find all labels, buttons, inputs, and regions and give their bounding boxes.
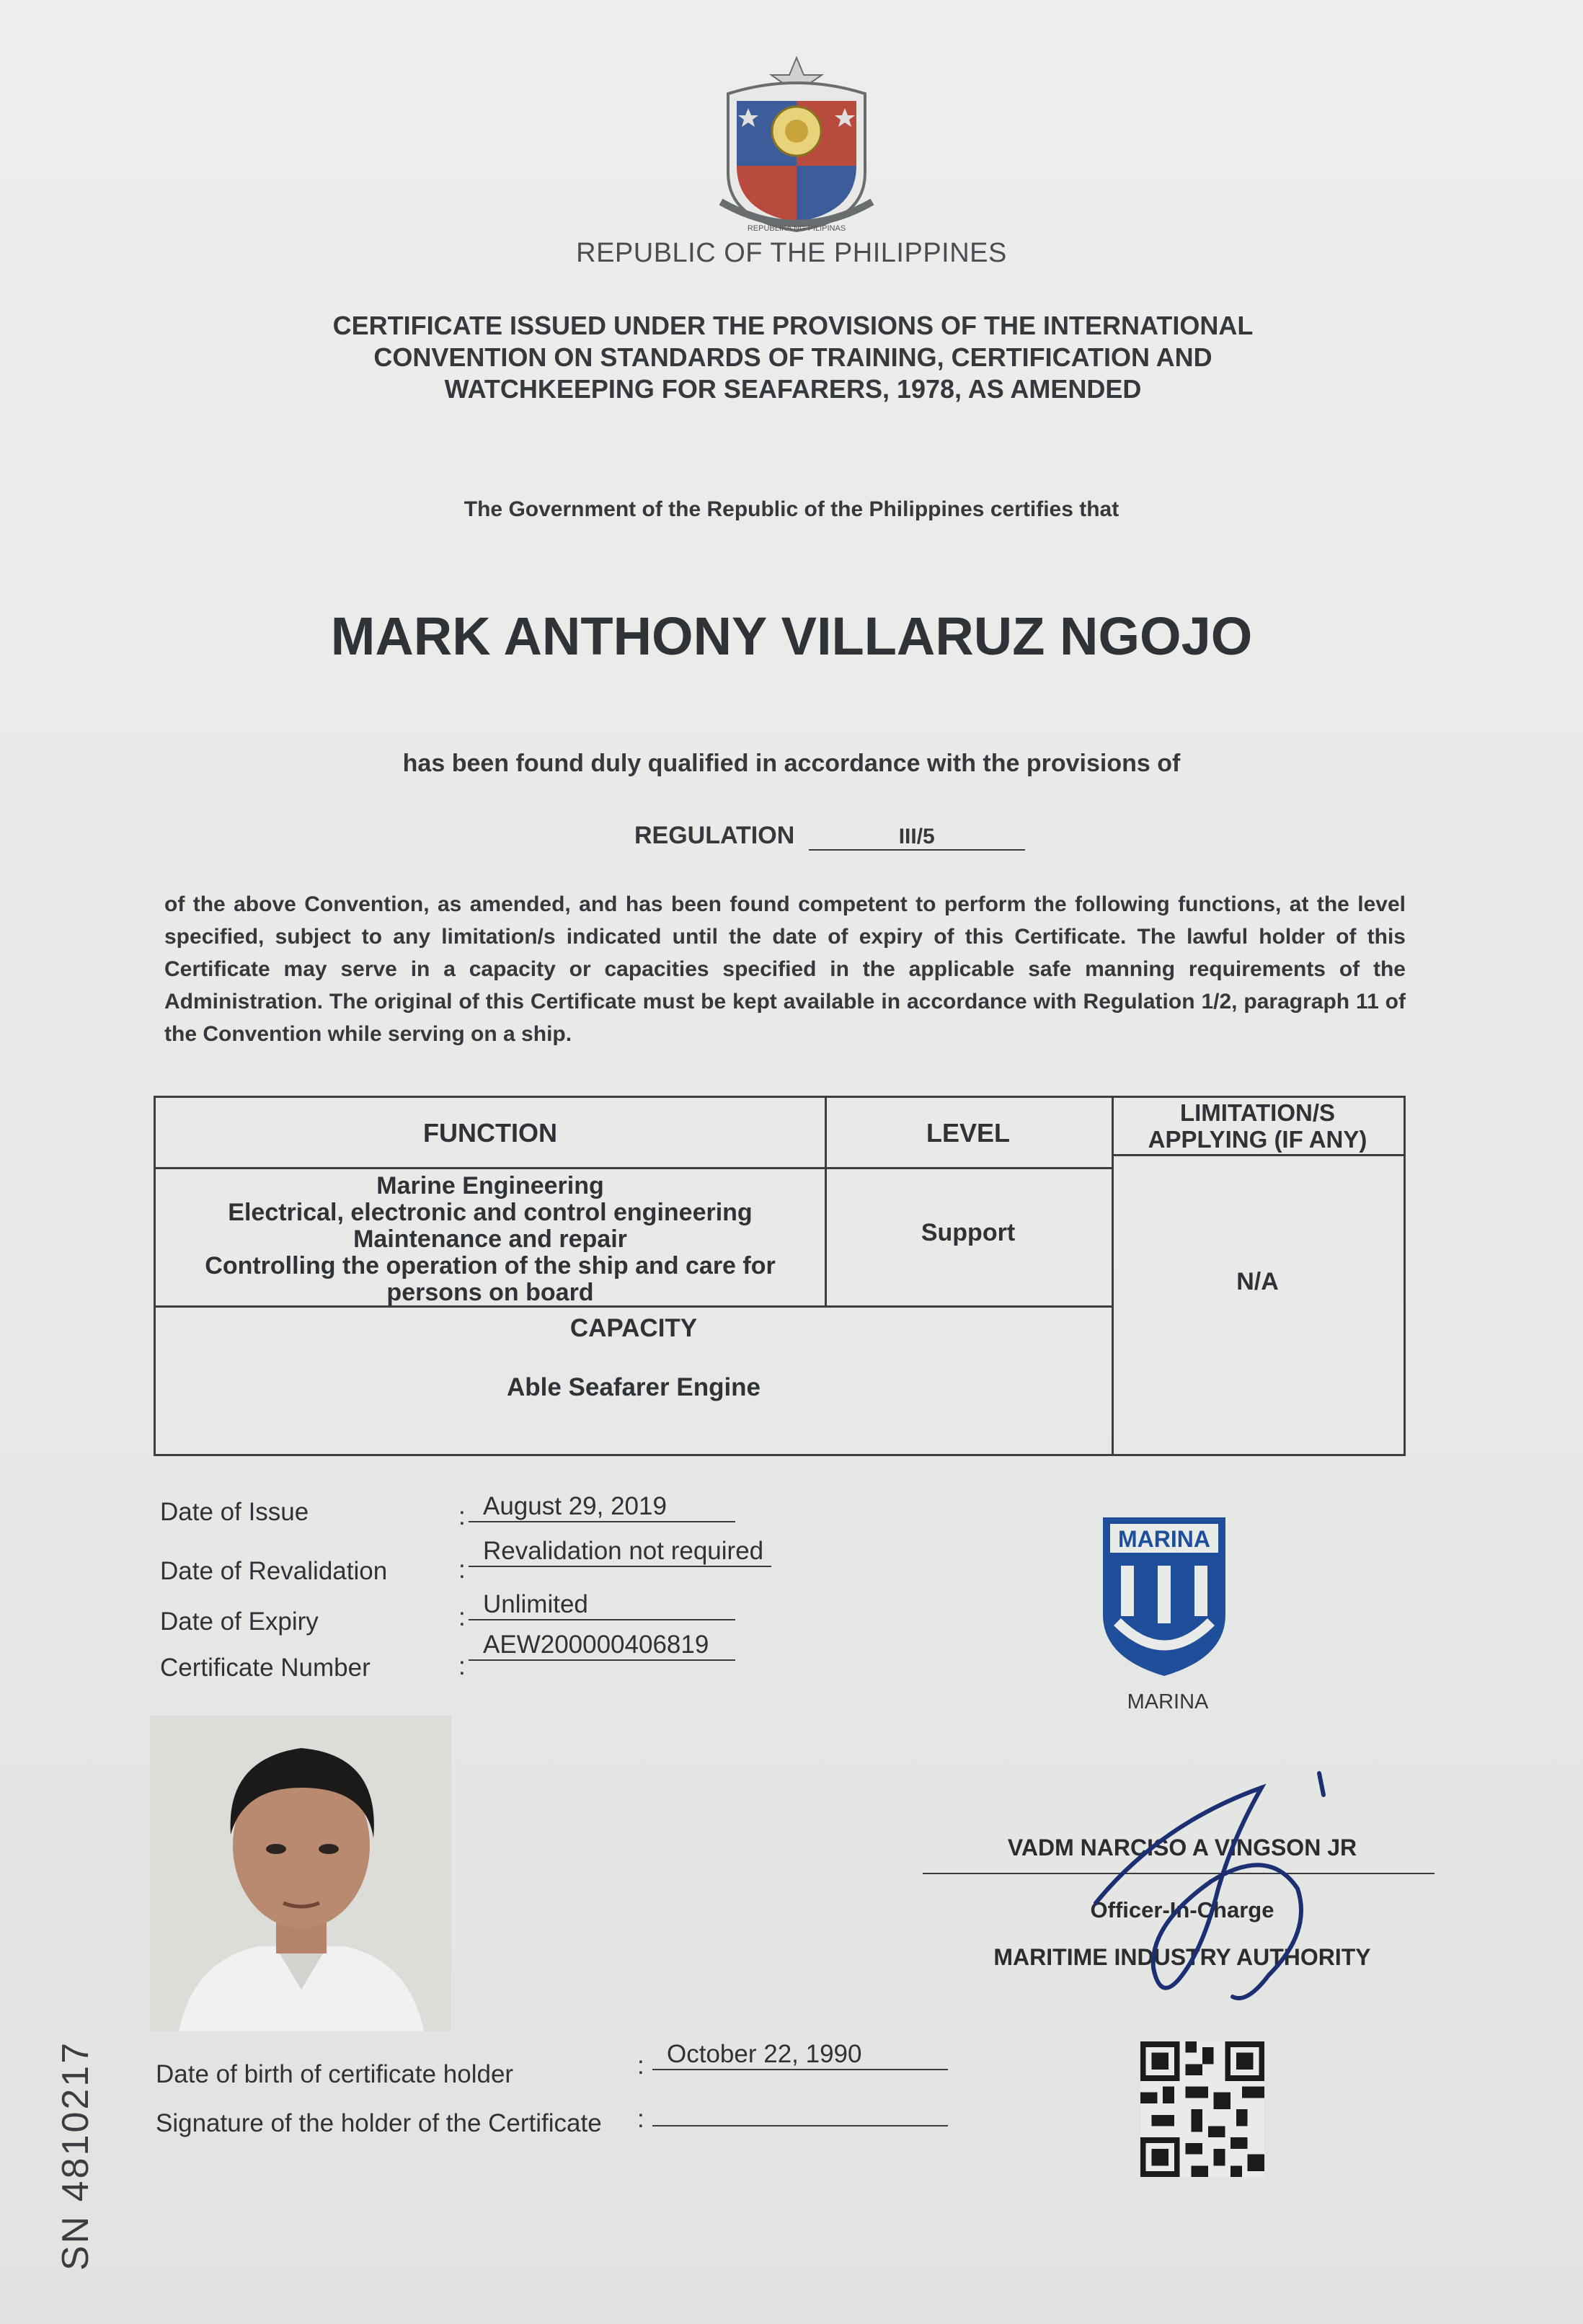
function-header: FUNCTION (423, 1118, 557, 1148)
issue-date-value: August 29, 2019 (469, 1492, 735, 1522)
expiry-label: Date of Expiry (160, 1607, 319, 1636)
certificate-body-text: of the above Convention, as amended, and has been found competent to perform the following functions, at the level specified, subject to any limitation/s indicated until the date of expiry of this Certificate. The lawful holder of this Certificate may serve in a capacity or capacities specified in the applicable safe manning requirements of the Administration. The original of this Certificate must be kept available in accordance with Regulation 1/2, paragraph 11 of the Convention while serving on a ship. (164, 892, 1406, 1046)
holder-signature-label: Signature of the holder of the Certificate (156, 2109, 602, 2137)
revalidation-value: Revalidation not required (469, 1537, 771, 1567)
limitations-header-line-1: LIMITATION/S (1179, 1099, 1336, 1126)
certificate-number-label: Certificate Number (160, 1654, 371, 1682)
level-value: Support (921, 1219, 1016, 1246)
regulation-row (634, 822, 1025, 851)
level-header: LEVEL (926, 1118, 1010, 1148)
functions-list (170, 1173, 810, 1306)
limitations-header-line-2: APPLYING (IF ANY) (1148, 1126, 1367, 1153)
issue-colon: : (458, 1502, 466, 1530)
holder-signature-line (652, 2125, 948, 2126)
dob-value: October 22, 1990 (652, 2040, 948, 2070)
certificate-heading (274, 310, 1312, 405)
certificate-number-value: AEW200000406819 (469, 1631, 735, 1661)
heading-line-2: CONVENTION ON STANDARDS OF TRAINING, CERTIFICATION AND (373, 342, 1212, 372)
marina-logo-icon (1099, 1514, 1229, 1680)
table-divider (156, 1167, 1112, 1169)
dob-colon: : (637, 2052, 644, 2080)
dob-label: Date of birth of certificate holder (156, 2060, 514, 2088)
philippine-seal-icon (714, 50, 879, 238)
function-item: Electrical, electronic and control engineering (228, 1199, 753, 1226)
table-divider (1112, 1154, 1404, 1156)
capacity-value: Able Seafarer Engine (506, 1373, 761, 1401)
function-item: persons on board (386, 1279, 594, 1306)
serial-number: SN 4810217 (55, 2040, 97, 2271)
signatory-name: VADM NARCISO A VINGSON JR (1007, 1835, 1357, 1860)
expiry-value: Unlimited (469, 1590, 735, 1620)
heading-line-1: CERTIFICATE ISSUED UNDER THE PROVISIONS OF THE INTERNATIONAL (332, 311, 1254, 340)
signatory-title: Officer-In-Charge (1090, 1897, 1274, 1922)
certifies-line: The Government of the Republic of the Philippines certifies that (464, 497, 1119, 521)
expiry-colon: : (458, 1603, 466, 1631)
function-table (154, 1096, 1406, 1456)
marina-caption: MARINA (1127, 1690, 1209, 1713)
holder-photo (150, 1716, 451, 2031)
issue-date-label: Date of Issue (160, 1498, 309, 1526)
revalidation-label: Date of Revalidation (160, 1557, 388, 1585)
qualified-line: has been found duly qualified in accordance with the provisions of (402, 750, 1181, 777)
seal-lettering: REPUBLIKA NG PILIPINAS (747, 224, 846, 233)
holder-signature-colon: : (637, 2105, 644, 2133)
regulation-value: III/5 (809, 825, 1025, 851)
capacity-label: CAPACITY (569, 1314, 698, 1342)
marina-logo-text: MARINA (1118, 1526, 1210, 1552)
country-title: REPUBLIC OF THE PHILIPPINES (576, 238, 1007, 268)
holder-name: MARK ANTHONY VILLARUZ NGOJO (330, 606, 1253, 666)
qr-code-icon (1139, 2041, 1266, 2177)
issuing-authority: MARITIME INDUSTRY AUTHORITY (993, 1944, 1371, 1970)
regulation-label: REGULATION (634, 822, 795, 849)
limitations-value: N/A (1236, 1268, 1279, 1295)
function-item: Marine Engineering (376, 1172, 604, 1199)
function-item: Controlling the operation of the ship and care for (205, 1252, 776, 1279)
function-item: Maintenance and repair (353, 1225, 627, 1253)
revalidation-colon: : (458, 1556, 466, 1584)
certificate-number-colon: : (458, 1652, 466, 1680)
official-signature (995, 1759, 1398, 2033)
limitations-header (1112, 1099, 1404, 1153)
heading-line-3: WATCHKEEPING FOR SEAFARERS, 1978, AS AMENDED (444, 374, 1142, 404)
